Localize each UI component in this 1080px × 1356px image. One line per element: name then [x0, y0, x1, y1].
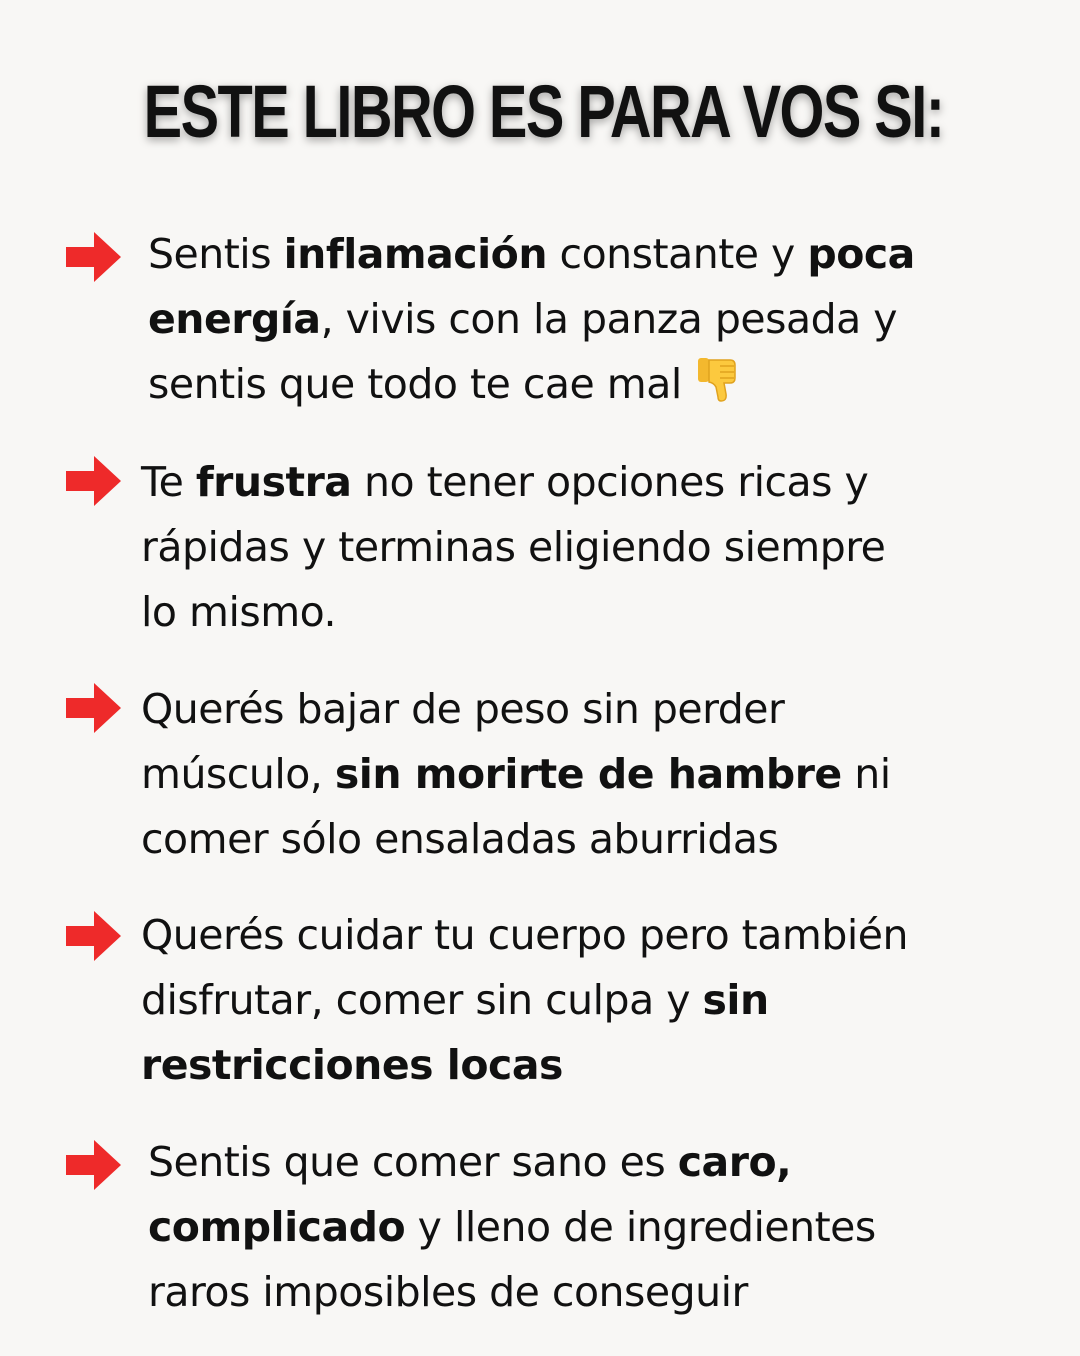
red-arrow-right-icon: [66, 909, 122, 963]
text-segment: lo mismo.: [141, 588, 337, 636]
text-segment: no tener opciones ricas y: [351, 458, 869, 506]
text-segment: Sentis que comer sano es: [148, 1138, 678, 1186]
text-segment: comer sólo ensaladas aburridas: [141, 815, 779, 863]
text-segment: disfrutar, comer sin culpa y: [141, 976, 703, 1024]
red-arrow-right-icon: [66, 454, 122, 508]
text-segment: ni: [841, 750, 891, 798]
text-segment: raros imposibles de conseguir: [148, 1268, 748, 1316]
bold-text: energía: [148, 295, 321, 343]
text-segment: rápidas y terminas eligiendo siempre: [141, 523, 886, 571]
text-segment: sentis que todo te cae mal: [148, 360, 695, 408]
text-segment: Querés cuidar tu cuerpo pero también: [141, 911, 908, 959]
item-text: [141, 677, 891, 872]
text-segment: Sentis: [148, 230, 284, 278]
thumbs-down-icon: [694, 354, 740, 404]
red-arrow-right-icon: [66, 1138, 122, 1192]
item-text: [141, 450, 885, 645]
red-arrow-right-icon: [66, 230, 122, 284]
text-segment: músculo,: [141, 750, 335, 798]
text-segment: y lleno de ingredientes: [405, 1203, 876, 1251]
item-text: [148, 1130, 876, 1325]
red-arrow-right-icon: [66, 681, 122, 735]
text-segment: Querés bajar de peso sin perder: [141, 685, 785, 733]
bold-text: frustra: [195, 458, 352, 506]
bold-text: caro,: [677, 1138, 792, 1186]
text-segment: , vivis con la panza pesada y: [320, 295, 898, 343]
bold-text: sin: [702, 976, 769, 1024]
item-text: [148, 222, 915, 417]
bold-text: poca: [807, 230, 915, 278]
bold-text: sin morirte de hambre: [334, 750, 842, 798]
text-segment: Te: [141, 458, 196, 506]
bold-text: restricciones locas: [141, 1041, 563, 1089]
bold-text: complicado: [148, 1203, 406, 1251]
page-title: ESTE LIBRO ES PARA VOS SI:: [143, 70, 944, 153]
text-segment: constante y: [547, 230, 808, 278]
bold-text: inflamación: [283, 230, 548, 278]
item-text: [141, 903, 908, 1098]
